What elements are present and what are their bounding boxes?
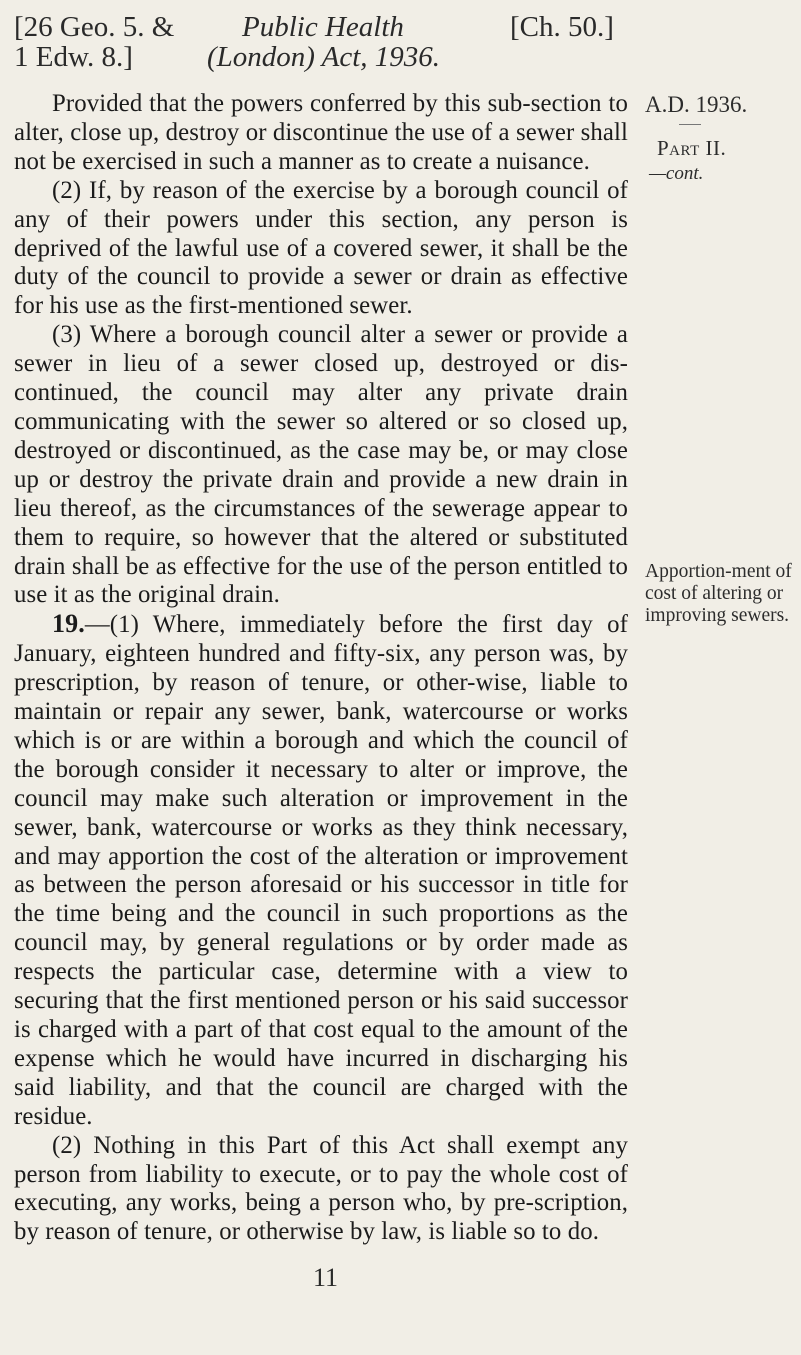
margin-year: A.D. 1936. [645, 92, 748, 117]
header-act-title: Public Health [242, 11, 404, 43]
margin-note-top [645, 92, 795, 187]
section-19-text-1: —(1) Where, immediately before the first day of January, eighteen hundred and fifty-six, any person was, by prescription, by reason of tenure, or other-wise, liable to maintain or repair any sewer, bank, watercourse or works which is or are within a borough and which the council of the borough consider it necessary to alter or improve, the council may make such alteration or improvement in the sewer, bank, watercourse or works as they think necessary, and may apportion the cost of the alteration or improvement as between the person aforesaid or his successor in title for the time being and the council in such proportions as the council may, by general regulations or by order made as respects the particular case, determine with a view to securing that the first mentioned person or his said successor is charged with a part of that cost equal to the amount of the expense which he would have incurred in discharging his said liability, and that the council are charged with the residue. [14, 611, 628, 1130]
margin-cont: —cont. [649, 163, 704, 184]
paragraph-subsection-2: (2) If, by reason of the exercise by a borough council of any of their powers under this section, any person is deprived of the lawful use of a covered sewer, it shall be the duty of the council to provide a sewer or drain as effective for his use as the first-mentioned sewer. [14, 176, 628, 320]
header-chapter: [Ch. 50.] [510, 11, 614, 43]
body-text [14, 90, 628, 1247]
header-act-title-cont: (London) Act, 1936. [207, 41, 441, 73]
page-number: 11 [313, 1263, 339, 1292]
header-regnal-year-cont: 1 Edw. 8.] [14, 41, 133, 73]
section-19-subsection-2: (2) Nothing in this Part of this Act shall exempt any person from liability to execute, or to pay the whole cost of executing, any works, being a person who, by pre-scription, by reason of tenure, or otherwise by law, is liable so to do. [14, 1131, 628, 1246]
paragraph-subsection-3: (3) Where a borough council alter a sewer or provide a sewer in lieu of a sewer closed up, destroyed or dis-continued, the council may alter any private drain communicating with the sewer so altered or so closed up, destroyed or discontinued, as the case may be, or may close up or destroy the private drain and provide a new drain in lieu thereof, as the circumstances of the sewerage appear to them to require, so however that the altered or substituted drain shall be as effective for the use of the person entitled to use it as the original drain. [14, 321, 628, 609]
running-header [14, 12, 654, 72]
margin-note-section-19: Apportion-ment of cost of altering or improving sewers. [645, 561, 792, 626]
margin-part: Part II. [657, 136, 727, 160]
section-number: 19. [52, 609, 85, 639]
section-19-subsection-1 [14, 610, 628, 1131]
paragraph-proviso: Provided that the powers conferred by this sub-section to alter, close up, destroy or discontinue the use of a sewer shall not be exercised in such a manner as to create a nuisance. [14, 90, 628, 175]
header-regnal-year: [26 Geo. 5. & [14, 11, 175, 43]
margin-rule [679, 124, 701, 125]
